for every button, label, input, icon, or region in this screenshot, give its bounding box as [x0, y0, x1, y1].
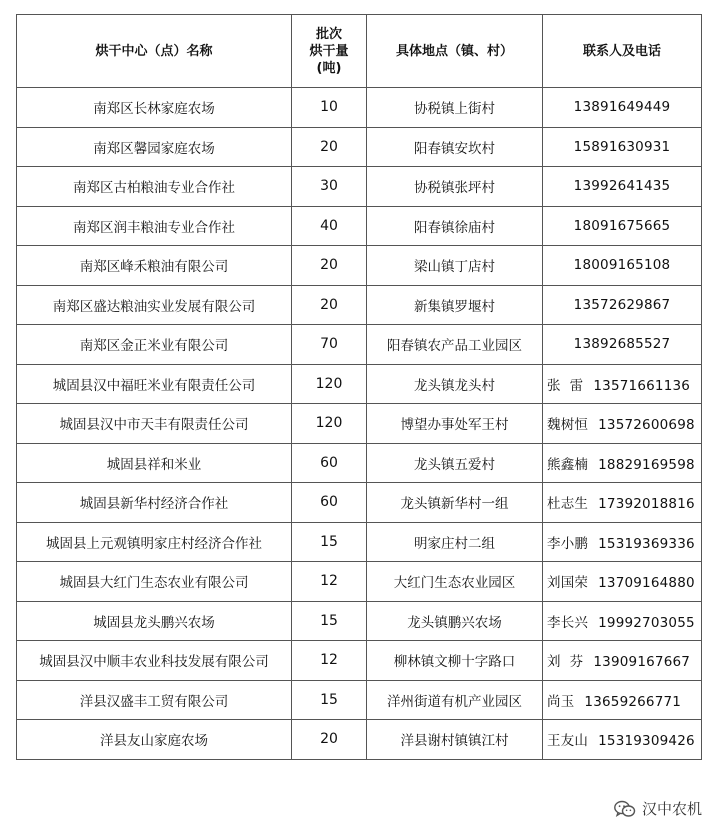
cell-contact — [543, 88, 702, 128]
cell-contact — [543, 325, 702, 365]
table-row — [17, 443, 702, 483]
cell-location: 龙头镇鹏兴农场 — [367, 601, 543, 641]
contact-person: 王友山 — [547, 733, 589, 750]
cell-contact — [543, 167, 702, 207]
cell-batch: 15 — [292, 601, 367, 641]
cell-batch: 12 — [292, 641, 367, 681]
dryer-center-sheet — [16, 14, 701, 760]
table-row — [17, 720, 702, 760]
cell-name: 城固县汉中市天丰有限责任公司 — [17, 404, 292, 444]
cell-contact — [543, 680, 702, 720]
table-row — [17, 206, 702, 246]
contact-phone: 13572629867 — [573, 296, 671, 313]
cell-contact — [543, 364, 702, 404]
contact-person: 张 雷 — [547, 377, 584, 394]
account-footer — [614, 798, 702, 819]
cell-batch: 12 — [292, 562, 367, 602]
contact-phone: 13659266771 — [584, 693, 682, 710]
cell-location: 洋县谢村镇镇江村 — [367, 720, 543, 760]
cell-name: 城固县上元观镇明家庄村经济合作社 — [17, 522, 292, 562]
cell-contact — [543, 641, 702, 681]
contact-phone: 15891630931 — [573, 138, 671, 155]
contact-phone: 18829169598 — [598, 456, 695, 473]
cell-location: 大红门生态农业园区 — [367, 562, 543, 602]
contact-person: 魏树恒 — [547, 417, 589, 434]
cell-contact — [543, 443, 702, 483]
cell-location: 柳林镇文柳十字路口 — [367, 641, 543, 681]
cell-name: 南郑区峰禾粮油有限公司 — [17, 246, 292, 286]
header-batch-line2: 烘干量 — [309, 43, 349, 59]
contact-phone: 13909167667 — [593, 654, 691, 671]
dryer-center-table — [16, 14, 702, 760]
header-name: 烘干中心（点）名称 — [17, 15, 292, 88]
cell-batch: 20 — [292, 285, 367, 325]
table-row — [17, 404, 702, 444]
table-row — [17, 641, 702, 681]
table-row — [17, 562, 702, 602]
contact-phone: 13891649449 — [573, 99, 671, 116]
table-row — [17, 88, 702, 128]
cell-contact — [543, 720, 702, 760]
contact-person: 杜志生 — [547, 496, 589, 513]
cell-location: 明家庄村二组 — [367, 522, 543, 562]
cell-name: 城固县新华村经济合作社 — [17, 483, 292, 523]
cell-contact — [543, 127, 702, 167]
table-row — [17, 522, 702, 562]
cell-location: 协税镇张坪村 — [367, 167, 543, 207]
cell-location: 阳春镇农产品工业园区 — [367, 325, 543, 365]
header-contact: 联系人及电话 — [543, 15, 702, 88]
cell-location: 洋州街道有机产业园区 — [367, 680, 543, 720]
wechat-icon — [614, 800, 636, 818]
cell-name: 城固县汉中福旺米业有限责任公司 — [17, 364, 292, 404]
cell-name: 城固县祥和米业 — [17, 443, 292, 483]
cell-batch: 20 — [292, 127, 367, 167]
cell-name: 城固县大红门生态农业有限公司 — [17, 562, 292, 602]
cell-location: 龙头镇新华村一组 — [367, 483, 543, 523]
cell-batch: 40 — [292, 206, 367, 246]
cell-batch: 30 — [292, 167, 367, 207]
cell-location: 阳春镇安坎村 — [367, 127, 543, 167]
contact-phone: 13572600698 — [598, 417, 695, 434]
table-row — [17, 601, 702, 641]
header-location: 具体地点（镇、村） — [367, 15, 543, 88]
cell-name: 南郑区馨园家庭农场 — [17, 127, 292, 167]
cell-batch: 60 — [292, 483, 367, 523]
cell-name: 洋县友山家庭农场 — [17, 720, 292, 760]
table-row — [17, 127, 702, 167]
cell-contact — [543, 483, 702, 523]
contact-person: 熊鑫楠 — [547, 456, 589, 473]
cell-contact — [543, 404, 702, 444]
contact-person: 李小鹏 — [547, 535, 589, 552]
cell-batch: 20 — [292, 720, 367, 760]
contact-person: 刘国荣 — [547, 575, 589, 592]
cell-name: 城固县龙头鹏兴农场 — [17, 601, 292, 641]
table-row — [17, 325, 702, 365]
cell-contact — [543, 562, 702, 602]
cell-batch: 10 — [292, 88, 367, 128]
account-name: 汉中农机 — [641, 800, 702, 818]
cell-contact — [543, 206, 702, 246]
cell-location: 新集镇罗堰村 — [367, 285, 543, 325]
cell-location: 梁山镇丁店村 — [367, 246, 543, 286]
contact-phone: 13892685527 — [573, 336, 671, 353]
table-row — [17, 246, 702, 286]
table-row — [17, 364, 702, 404]
contact-phone: 18091675665 — [573, 217, 671, 234]
cell-batch: 60 — [292, 443, 367, 483]
contact-phone: 17392018816 — [598, 496, 695, 513]
cell-location: 龙头镇五爱村 — [367, 443, 543, 483]
cell-name: 南郑区金正米业有限公司 — [17, 325, 292, 365]
cell-location: 龙头镇龙头村 — [367, 364, 543, 404]
cell-batch: 15 — [292, 680, 367, 720]
contact-person: 李长兴 — [547, 614, 589, 631]
contact-phone: 19992703055 — [598, 614, 695, 631]
cell-contact — [543, 601, 702, 641]
contact-phone: 18009165108 — [573, 257, 671, 274]
cell-contact — [543, 285, 702, 325]
contact-phone: 15319369336 — [598, 535, 695, 552]
table-row — [17, 167, 702, 207]
cell-batch: 20 — [292, 246, 367, 286]
contact-phone: 15319309426 — [598, 733, 695, 750]
cell-contact — [543, 246, 702, 286]
cell-batch: 120 — [292, 364, 367, 404]
cell-name: 城固县汉中顺丰农业科技发展有限公司 — [17, 641, 292, 681]
table-header-row — [17, 15, 702, 88]
cell-name: 洋县汉盛丰工贸有限公司 — [17, 680, 292, 720]
contact-person: 刘 芬 — [547, 654, 584, 671]
cell-location: 协税镇上街村 — [367, 88, 543, 128]
contact-phone: 13571661136 — [593, 377, 691, 394]
contact-phone: 13992641435 — [573, 178, 671, 195]
table-row — [17, 680, 702, 720]
header-batch — [292, 15, 367, 88]
cell-batch: 120 — [292, 404, 367, 444]
cell-batch: 15 — [292, 522, 367, 562]
header-batch-line3: (吨) — [316, 60, 342, 76]
contact-phone: 13709164880 — [598, 575, 695, 592]
contact-person: 尚玉 — [547, 693, 575, 710]
table-body — [17, 88, 702, 760]
cell-name: 南郑区润丰粮油专业合作社 — [17, 206, 292, 246]
cell-name: 南郑区古柏粮油专业合作社 — [17, 167, 292, 207]
cell-contact — [543, 522, 702, 562]
cell-name: 南郑区盛达粮油实业发展有限公司 — [17, 285, 292, 325]
table-row — [17, 285, 702, 325]
table-row — [17, 483, 702, 523]
cell-location: 阳春镇徐庙村 — [367, 206, 543, 246]
cell-location: 博望办事处军王村 — [367, 404, 543, 444]
cell-batch: 70 — [292, 325, 367, 365]
header-batch-line1: 批次 — [315, 26, 342, 42]
cell-name: 南郑区长林家庭农场 — [17, 88, 292, 128]
